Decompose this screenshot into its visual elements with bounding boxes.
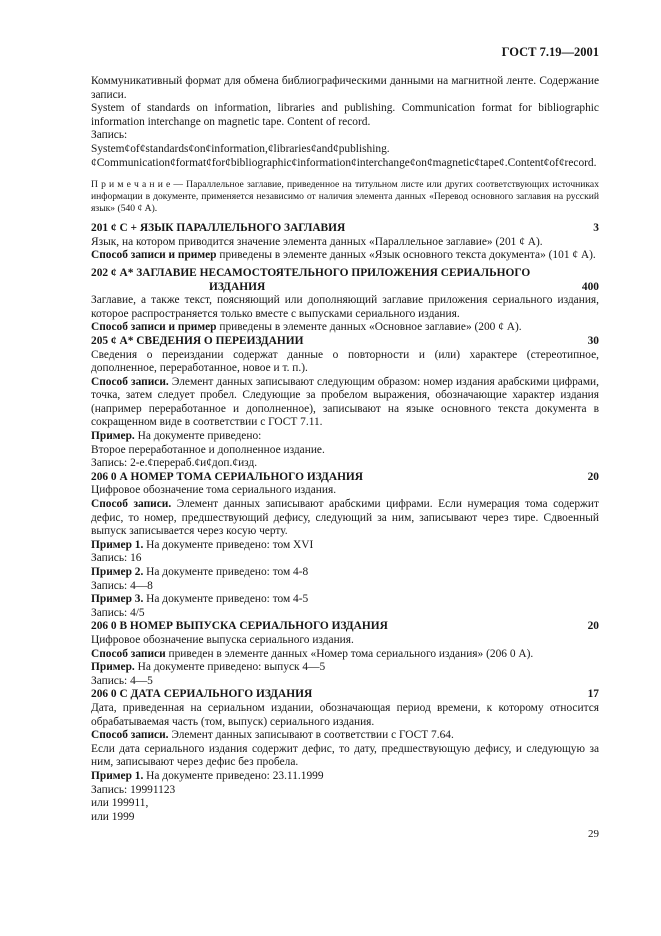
section-206b-method — [91, 648, 599, 662]
section-202-number: 400 — [581, 280, 599, 293]
section-206a-example-3-label: Пример 3. — [91, 593, 144, 606]
section-206c-example-1 — [91, 770, 599, 784]
section-206c-description: Дата, приведенная на сериальном издании, обозначающая период времени, к которому относится обрабатываемая часть (том, выпуск) сериального издания. — [91, 701, 599, 728]
intro-paragraph-en-text: System of standards on information, libraries and publishing. Communication format for bibliographic information interchange on magnetic tape. Content of record. — [91, 102, 599, 128]
section-206c-heading — [91, 688, 599, 702]
section-206b-example-record: Запись: 4—5 — [91, 674, 153, 687]
intro-paragraph-ru: Коммуникативный формат для обмена библиографическими данными на магнитной ленте. Содержание записи. — [91, 75, 599, 101]
section-202-method-text: приведены в элементе данных «Основное заглавие» (200 ¢ А). — [216, 321, 522, 334]
page-content — [91, 75, 599, 824]
intro-record-label: Запись: — [91, 129, 128, 142]
section-206c-hyphen-rule: Если дата сериального издания содержит дефис, то дату, предшествующую дефису, и следующую за ним, записывают через дефис без пробела. — [91, 742, 599, 769]
section-206c-method-label: Способ записи. — [91, 729, 169, 742]
section-206b-example-text: На документе приведено: выпуск 4—5 — [134, 661, 326, 674]
section-205-method-label: Способ записи. — [91, 375, 169, 388]
section-201-method-text: приведены в элементе данных «Язык основного текста документа» (101 ¢ А). — [216, 249, 596, 262]
section-206a-method — [91, 498, 599, 539]
section-206c-method — [91, 729, 599, 743]
section-206a-example-2-text: На документе приведено: том 4-8 — [143, 566, 309, 578]
section-206a-example-3-text: На документе приведено: том 4-5 — [143, 593, 309, 606]
section-205-example-record: Запись: 2-е.¢перераб.¢и¢доп.¢изд. — [91, 457, 258, 470]
page-number: 29 — [588, 828, 599, 840]
section-206b-heading — [91, 620, 599, 634]
section-206a-example-1 — [91, 539, 599, 553]
intro-record-line1: System¢of¢standards¢on¢information,¢libraries¢and¢publishing. — [91, 142, 390, 155]
section-206c-example-1-record-alt2: или 1999 — [91, 810, 135, 823]
section-206a-example-1-text: На документе приведено: том XVI — [143, 538, 314, 551]
section-202-description: Заглавие, а также текст, поясняющий или дополняющий заглавие приложения сериального издания, которое распространяется только вместе с выпусками сериального издания. — [91, 294, 599, 320]
section-205-description: Сведения о переиздании содержат данные о повторности и (или) характере (стереотипное, дополненное, переработанное, новое и т. п.). — [91, 348, 599, 375]
section-201-title: 201 ¢ С + ЯЗЫК ПАРАЛЛЕЛЬНОГО ЗАГЛАВИЯ — [91, 222, 346, 235]
section-206a-example-2 — [91, 566, 599, 580]
section-202-title: 202 ¢ А* ЗАГЛАВИЕ НЕСАМОСТОЯТЕЛЬНОГО ПРИЛОЖЕНИЯ СЕРИАЛЬНОГО — [91, 266, 531, 279]
section-206b-method-label: Способ записи — [91, 647, 166, 660]
note-paragraph: П р и м е ч а н и е — Параллельное заглавие, приведенное на титульном листе или других соответствующих источниках информации в документе, применяется независимо от наличия элемента данных «Перевод основного заглавия на русский язык» (540 ¢ А). — [91, 179, 599, 215]
section-205-method — [91, 376, 599, 430]
section-206a-title: 206 0 А НОМЕР ТОМА СЕРИАЛЬНОГО ИЗДАНИЯ — [91, 470, 364, 483]
section-206a-number: 20 — [587, 470, 599, 483]
section-206c-method-text: Элемент данных записывают в соответствии с ГОСТ 7.64. — [168, 729, 454, 742]
section-202-heading-line2 — [91, 281, 599, 295]
section-201-heading — [91, 222, 599, 236]
section-206a-example-1-label: Пример 1. — [91, 538, 144, 551]
section-202-heading — [91, 267, 599, 281]
section-206a-example-1-record: Запись: 16 — [91, 552, 142, 565]
section-205-title: 205 ¢ А* СВЕДЕНИЯ О ПЕРЕИЗДАНИИ — [91, 334, 304, 347]
section-202-method-label: Способ записи и пример — [91, 321, 217, 334]
section-206c-example-1-record-alt1: или 199911, — [91, 797, 149, 810]
section-206a-method-label: Способ записи. — [91, 498, 172, 511]
section-205-example-text: На документе приведено: — [134, 430, 262, 443]
section-206a-example-3 — [91, 593, 599, 607]
section-205-method-text: Элемент данных записывают следующим образом: номер издания арабскими цифрами, точка, затем следует пробел. Следующие за пробелом выражения, обозначающие характер издания (например переработанное и дополненное), записывают на языке основного текста документа в сокращенном виде в соответствии с ГОСТ 7.11. — [91, 375, 599, 429]
section-206a-heading — [91, 471, 599, 485]
section-206c-example-1-text: На документе приведено: 23.11.1999 — [143, 769, 324, 782]
section-206b-example — [91, 661, 599, 675]
section-202-method — [91, 321, 599, 335]
section-206a-example-3-record: Запись: 4/5 — [91, 606, 145, 619]
section-201-method — [91, 249, 599, 263]
section-205-number: 30 — [587, 334, 599, 347]
intro-record-line2: ¢Communication¢format¢for¢bibliographic¢information¢interchange¢on¢magnetic¢tape¢.Content¢of¢record. — [91, 156, 597, 169]
section-206a-example-2-label: Пример 2. — [91, 566, 144, 578]
section-206a-example-2-record: Запись: 4—8 — [91, 579, 153, 592]
section-201-method-label: Способ записи и пример — [91, 249, 217, 262]
section-206a-method-text: Элемент данных записывают арабскими цифрами. Если нумерация тома содержит дефис, то номер, предшествующий дефису, следующий за ним, записывают через тире. Сдвоенный выпуск записывается через косую черту. — [91, 498, 599, 538]
section-205-heading — [91, 335, 599, 349]
section-206c-title: 206 0 С ДАТА СЕРИАЛЬНОГО ИЗДАНИЯ — [91, 688, 313, 701]
section-206b-title: 206 0 В НОМЕР ВЫПУСКА СЕРИАЛЬНОГО ИЗДАНИЯ — [91, 620, 388, 633]
section-201-description: Язык, на котором приводится значение элемента данных «Параллельное заглавие» (201 ¢ А). — [91, 235, 543, 248]
section-206b-number: 20 — [587, 620, 599, 633]
section-206a-description: Цифровое обозначение тома сериального издания. — [91, 484, 337, 497]
section-202-title-line2: ИЗДАНИЯ — [209, 280, 266, 293]
section-201-number: 3 — [593, 222, 599, 235]
section-206b-method-text: приведен в элементе данных «Номер тома сериального издания» (206 0 А). — [165, 647, 534, 660]
section-205-example — [91, 430, 599, 444]
section-206b-example-label: Пример. — [91, 661, 135, 674]
section-206c-example-1-record: Запись: 19991123 — [91, 783, 176, 796]
standard-header: ГОСТ 7.19—2001 — [501, 45, 599, 59]
section-206b-description: Цифровое обозначение выпуска сериального издания. — [91, 633, 354, 646]
section-205-example-label: Пример. — [91, 430, 135, 443]
section-206c-number: 17 — [587, 688, 599, 701]
section-206c-example-1-label: Пример 1. — [91, 769, 144, 782]
section-205-example-value: Второе переработанное и дополненное издание. — [91, 443, 325, 456]
intro-paragraph-en — [91, 102, 599, 129]
